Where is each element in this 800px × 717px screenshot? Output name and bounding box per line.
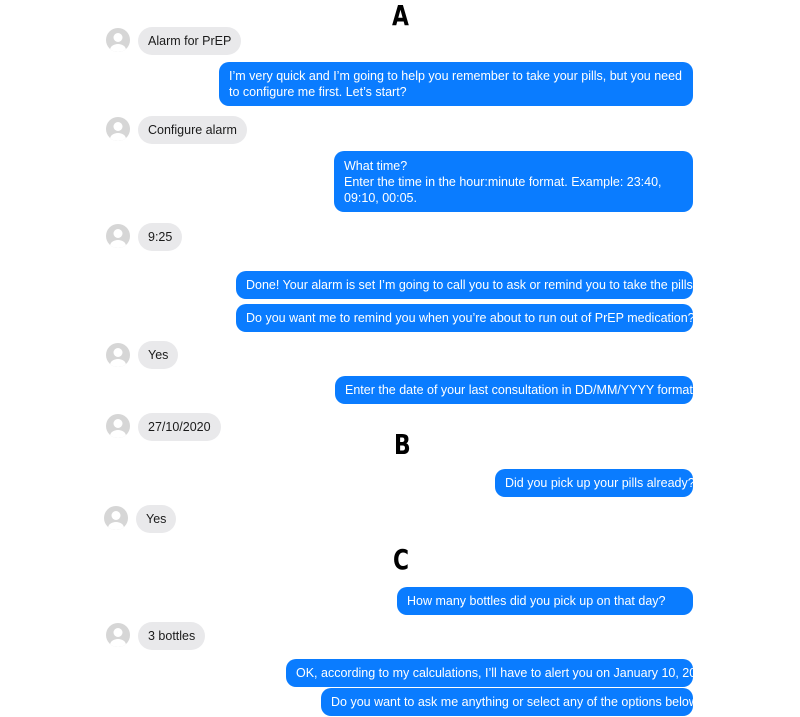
user-silhouette-icon: [104, 506, 128, 530]
user-silhouette-icon: [106, 28, 130, 52]
avatar: [106, 224, 130, 248]
section-label-c: C: [393, 543, 410, 576]
avatar: [106, 117, 130, 141]
user-message: 3 bottles: [138, 622, 205, 650]
avatar: [106, 28, 130, 52]
user-message: Configure alarm: [138, 116, 247, 144]
bot-message-line: Enter the time in the hour:minute format. Example: 23:40, 09:10, 00:05.: [344, 175, 662, 205]
user-silhouette-icon: [106, 343, 130, 367]
bot-message: [334, 151, 693, 212]
avatar: [106, 623, 130, 647]
user-message: Yes: [136, 505, 176, 533]
avatar: [104, 506, 128, 530]
user-message: Alarm for PrEP: [138, 27, 241, 55]
user-silhouette-icon: [106, 117, 130, 141]
bot-message: Did you pick up your pills already?: [495, 469, 693, 497]
bot-message: Do you want to ask me anything or select any of the options below?: [321, 688, 693, 716]
user-message: 9:25: [138, 223, 182, 251]
user-message: 27/10/2020: [138, 413, 221, 441]
user-silhouette-icon: [106, 623, 130, 647]
section-label-b: B: [394, 428, 411, 461]
user-silhouette-icon: [106, 414, 130, 438]
user-silhouette-icon: [106, 224, 130, 248]
bot-message: Enter the date of your last consultation in DD/MM/YYYY format: [335, 376, 693, 404]
user-message: Yes: [138, 341, 178, 369]
bot-message: OK, according to my calculations, I’ll have to alert you on January 10, 2021!: [286, 659, 693, 687]
avatar: [106, 414, 130, 438]
bot-message: I’m very quick and I’m going to help you remember to take your pills, but you need to configure me first. Let’s start?: [219, 62, 693, 106]
bot-message: Do you want me to remind you when you’re about to run out of PrEP medication?: [236, 304, 693, 332]
section-label-a: A: [392, 0, 409, 32]
avatar: [106, 343, 130, 367]
bot-message-line: What time?: [344, 159, 408, 173]
bot-message: How many bottles did you pick up on that day?: [397, 587, 693, 615]
bot-message: Done! Your alarm is set I’m going to call you to ask or remind you to take the pills!: [236, 271, 693, 299]
